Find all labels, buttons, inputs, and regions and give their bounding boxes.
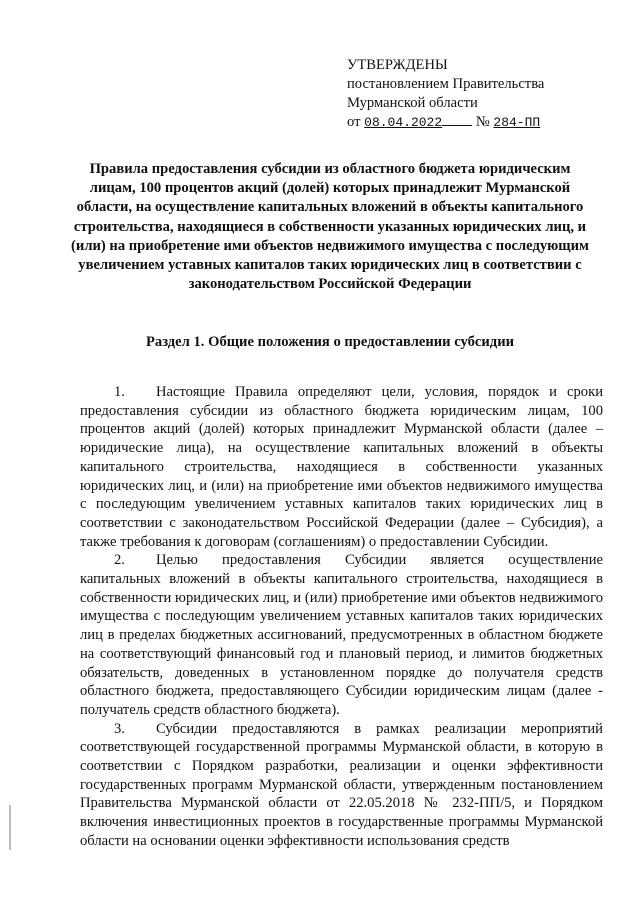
paragraph-number: 2. — [114, 552, 125, 569]
paragraph-text: Субсидии предоставляются в рамках реализации мероприятий соответствующей государственной программы Мурманской области, в которую в соответствии с Порядком разработки, реализации и оценки эффективности государственных программ Мурманской области, утвержденным постановлением Правительства Мурманской области от 22.05.2018 № 232-ПП/5, и Порядком включения инвестиционных проектов в государственные программы Мурманской области на основании оценки эффективности использования средств — [80, 720, 603, 849]
paragraph-text: Целью предоставления Субсидии является осуществление капитальных вложений в объекты капитального строительства, находящиеся в собственности юридических лиц, и (или) приобретение ими объектов недвижимого имущества с последующим увеличением уставных капиталов таких юридических лиц в пределах бюджетных ассигнований, предусмотренных в областном бюджете на соответствующий финансовый год и плановый период, и лимитов бюджетных обязательств, доведенных в установленном порядке до получателя средств областного бюджета, предоставляющего Субсидии юридическим лицам (далее - получатель средств областного бюджета). — [80, 552, 603, 718]
approval-number: 284-ПП — [493, 115, 541, 130]
approval-date: 08.04.2022 — [364, 115, 443, 130]
approval-heading: УТВЕРЖДЕНЫ — [347, 57, 448, 73]
scan-margin-mark — [9, 805, 11, 850]
paragraph-number: 3. — [114, 720, 125, 737]
paragraph-text: Настоящие Правила определяют цели, условия, порядок и сроки предоставления субсидии из областного бюджета юридическим лицам, 100 процентов акций (долей) которых принадлежит Мурманской области (далее – юридические лица), на осуществление капитальных вложений в объекты капитального строительства, находящиеся в собственности указанных юридических лиц, и (или) на приобретение ими объектов недвижимого имущества с последующим увеличением уставных капиталов таких юридических лиц в соответствии с законодательством Российской Федерации (далее – Субсидия), а также требования к договорам (соглашениям) о предоставлении Субсидии. — [80, 384, 603, 550]
approval-decree-line: постановлением Правительства — [347, 76, 545, 92]
approval-date-line — [347, 113, 587, 132]
paragraph-1 — [80, 383, 603, 551]
approval-stamp — [347, 56, 587, 132]
document-body — [80, 383, 603, 851]
document-title: Правила предоставления субсидии из областного бюджета юридическим лицам, 100 процентов акций (долей) которых принадлежит Мурманской области, на осуществление капитальных вложений в объекты капитального строительства, находящиеся в собственности указанных юридических лиц, и (или) на приобретение ими объектов недвижимого имущества с последующим увеличением уставных капиталов таких юридических лиц в соответствии с законодательством Российской Федерации — [71, 161, 589, 293]
approval-region-line: Мурманской области — [347, 95, 478, 111]
paragraph-3 — [80, 720, 603, 851]
date-underline — [442, 113, 472, 126]
paragraph-2 — [80, 551, 603, 719]
number-prefix: № — [475, 114, 490, 130]
paragraph-number: 1. — [114, 384, 125, 400]
section-heading: Раздел 1. Общие положения о предоставлении субсидии — [145, 334, 515, 350]
date-prefix: от — [347, 114, 361, 130]
